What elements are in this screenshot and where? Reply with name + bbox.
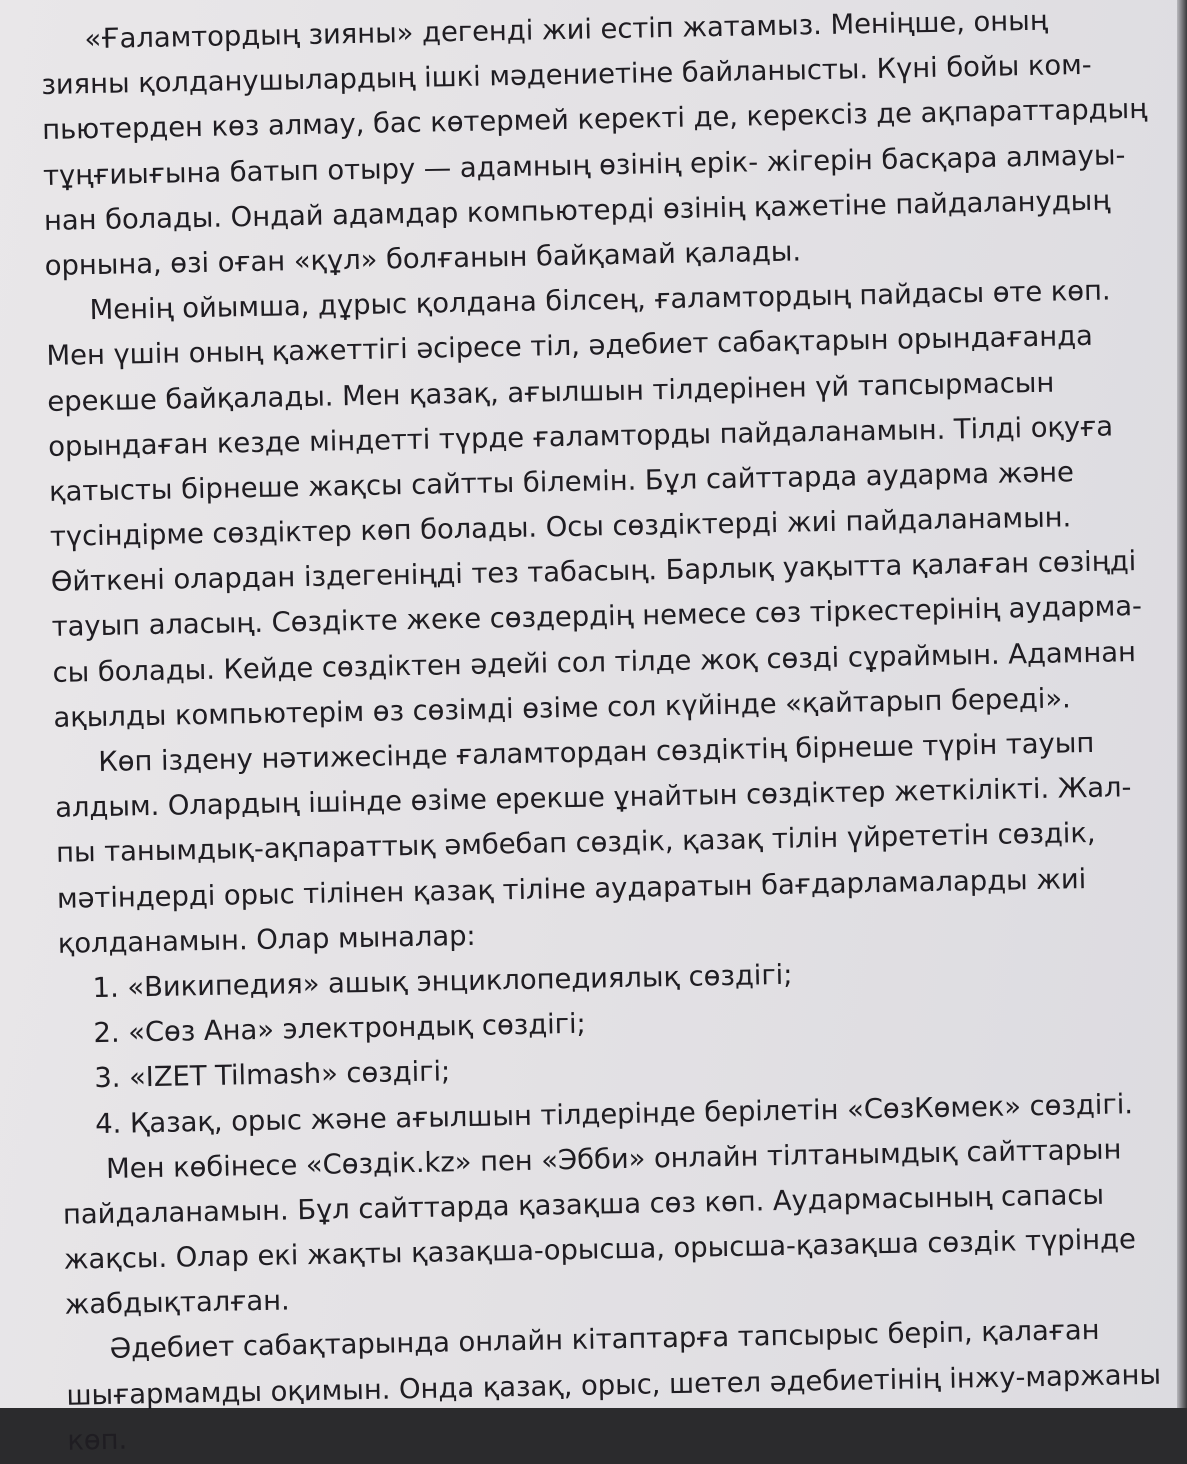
text-line: жабдықталған. (64, 1284, 290, 1322)
text-line: Өйткені олардан іздегеніңді тез табасың. Барлық уақытта қалаған сөзіңді (50, 545, 1137, 599)
text-line: шығармамды оқимын. Онда қазақ, орыс, шетел әдебиетінің інжу-маржаны (66, 1358, 1162, 1412)
page-text (40, 0, 1178, 1464)
text-line: пайдаланамын. Бұл сайттарда қазақша сөз көп. Аудармасының сапасы (62, 1178, 1105, 1231)
list-item-line: 1. «Википедия» ашық энциклопедиялық сөздігі; (92, 958, 793, 1005)
text-line: сы болады. Кейде сөздіктен әдейі сол тілде жоқ сөзді сұраймын. Адамнан (52, 635, 1137, 689)
text-line: нан болады. Ондай адамдар компьютерді өзінің қажетіне пайдаланудың (43, 184, 1111, 237)
text-line: көп. (67, 1423, 128, 1457)
text-line: орындаған кезде міндетті түрде ғаламторды пайдаланамын. Тілді оқуға (47, 410, 1114, 463)
text-line: Көп іздену нәтижесінде ғаламтордан сөздіктің бірнеше түрін тауып (97, 726, 1095, 779)
text-line: тұңғиығына батып отыру — адамның өзінің ерік- жігерін басқара алмауы- (42, 138, 1126, 192)
text-line: қолданамын. Олар мыналар: (57, 919, 476, 960)
text-line: ерекше байқалады. Мен қазақ, ағылшын тілдерінен үй тапсырмасын (47, 366, 1055, 418)
text-line: Мен үшін оның қажеттігі әсіресе тіл, әдебиет сабақтарын орындағанда (46, 320, 1094, 373)
text-line: орнына, өзі оған «құл» болғанын байқамай қалады. (44, 235, 802, 282)
text-line: Менің ойымша, дұрыс қолдана білсең, ғаламтордың пайдасы өте көп. (89, 274, 1111, 327)
text-line: пьютерден көз алмау, бас көтермей керекті де, керексіз де ақпараттардың (41, 93, 1148, 147)
list-item-line: 2. «Сөз Ана» электрондық сөздігі; (93, 1007, 586, 1050)
text-line: зияны қолданушылардың ішкі мәдениетіне байланысты. Күні бойы ком- (40, 49, 1092, 102)
page-edge (1177, 0, 1187, 1408)
text-line: жақсы. Олар екі жақты қазақша-орысша, орысша-қазақша сөздік түрінде (63, 1223, 1137, 1276)
list-item-line: 4. Қазақ, орыс және ағылшын тілдерінде берілетін «СөзКөмек» сөздігі. (94, 1087, 1134, 1140)
text-line: түсіндірме сөздіктер көп болады. Осы сөздіктерді жиі пайдаланамын. (49, 501, 1072, 553)
text-line: «Ғаламтордың зияны» дегенді жиі естіп жатамыз. Меніңше, оның (84, 4, 1049, 56)
list-item-line: 3. «IZET Tilmash» сөздігі; (94, 1055, 451, 1095)
text-line: Мен көбінесе «Сөздік.kz» пен «Эбби» онлайн тілтанымдық сайттарын (105, 1133, 1122, 1185)
text-line: мәтіндерді орыс тілінен қазақ тіліне аударатын бағдарламаларды жиі (56, 862, 1087, 915)
text-line: тауып аласың. Сөздікте жеке сөздердің немесе сөз тіркестерінің аударма- (51, 590, 1143, 644)
text-line: ақылды компьютерім өз сөзімді өзіме сол күйінде «қайтарып береді». (53, 682, 1071, 734)
text-line: пы танымдық-ақпараттық әмбебап сөздік, қазақ тілін үйрететін сөздік, (55, 817, 1096, 870)
text-line: алдым. Олардың ішінде өзіме ерекше ұнайтын сөздіктер жеткілікті. Жал- (54, 771, 1132, 825)
text-line: Әдебиет сабақтарында онлайн кітаптарға тапсырыс беріп, қалаған (109, 1314, 1100, 1366)
text-line: қатысты бірнеше жақсы сайтты білемін. Бұл сайттарда аударма және (48, 456, 1075, 508)
